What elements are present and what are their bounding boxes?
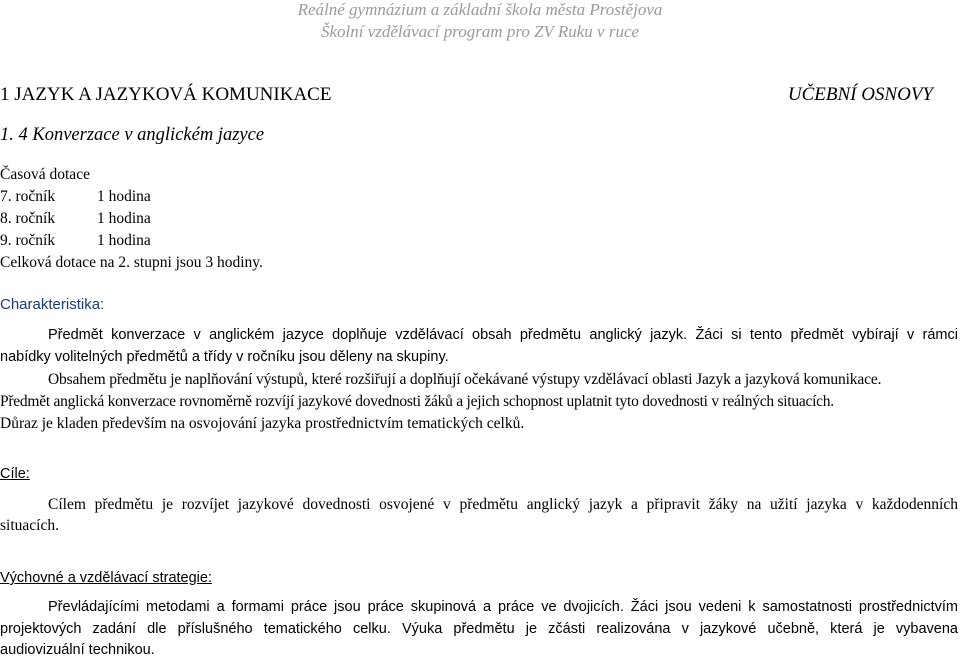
- characteristics-paragraph-1-line-1: Předmět konverzace v anglickém jazyce doplňuje vzdělávací obsah předmětu anglický jazyk. Žáci si tento předmět vybírají v rámci: [48, 327, 958, 343]
- total-allocation: Celková dotace na 2. stupni jsou 3 hodiny.: [0, 254, 263, 271]
- strategies-heading: Výchovné a vzdělávací strategie:: [0, 570, 212, 586]
- school-name: Reálné gymnázium a základní škola města Prostějova: [297, 0, 663, 19]
- characteristics-heading: Charakteristika:: [0, 296, 105, 313]
- grade-label: 7. ročník: [0, 188, 56, 205]
- strategies-line-2: projektových zadání dle příslušného tematického celku. Výuka předmětu je zčásti realizována v jazykové učebně, která je vybavena: [0, 621, 958, 637]
- hours-value: 1 hodina: [97, 232, 151, 249]
- goals-line-2: situacích.: [0, 517, 59, 534]
- section-title: 1 JAZYK A JAZYKOVÁ KOMUNIKACE: [0, 84, 332, 105]
- grade-label: 9. ročník: [0, 232, 56, 249]
- hours-value: 1 hodina: [97, 210, 151, 227]
- characteristics-paragraph-2-line-3: Důraz je kladen především na osvojování jazyka prostřednictvím tematických celků.: [0, 415, 525, 432]
- characteristics-paragraph-1-line-2: nabídky volitelných předmětů a třídy v ročníku jsou děleny na skupiny.: [0, 349, 449, 365]
- characteristics-paragraph-2-line-1: Obsahem předmětu je naplňování výstupů, které rozšiřují a doplňují očekávané výstupy vzdělávací oblasti Jazyk a jazyková komunikace.: [48, 371, 882, 388]
- grade-label: 8. ročník: [0, 210, 56, 227]
- characteristics-paragraph-2-line-2: Předmět anglická konverzace rovnoměrně rozvíjí jazykové dovednosti žáků a jejich schopnost uplatnit tyto dovednosti v reálných situacích.: [0, 393, 834, 410]
- time-allocation-heading: Časová dotace: [0, 166, 90, 183]
- program-name: Školní vzdělávací program pro ZV Ruku v ruce: [320, 22, 640, 41]
- strategies-line-3: audiovizuální technikou.: [0, 642, 155, 658]
- goals-heading: Cíle:: [0, 466, 30, 482]
- curriculum-label: UČEBNÍ OSNOVY: [787, 84, 933, 105]
- strategies-line-1: Převládajícími metodami a formami práce jsou práce skupinová a práce ve dvojicích. Žáci jsou vedeni k samostatnosti prostřednictvím: [48, 599, 958, 615]
- goals-line-1: Cílem předmětu je rozvíjet jazykové dovednosti osvojené v předmětu anglický jazyk a připravit žáky na užití jazyka v každodenních: [48, 496, 958, 513]
- hours-value: 1 hodina: [97, 188, 151, 205]
- subject-title: 1. 4 Konverzace v anglickém jazyce: [0, 125, 265, 145]
